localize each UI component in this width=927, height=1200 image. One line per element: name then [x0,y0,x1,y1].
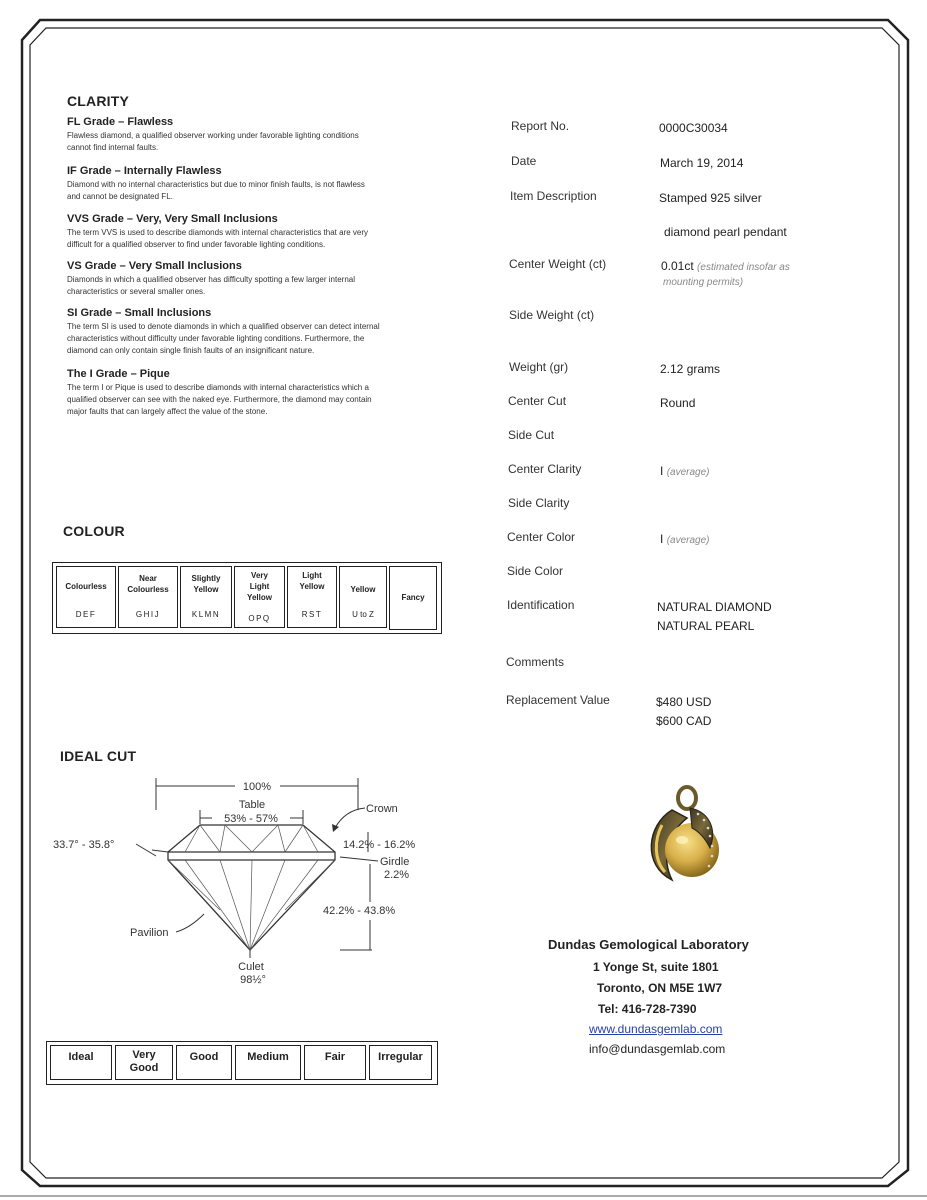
field-label-side-weight: Side Weight (ct) [509,308,595,322]
field-value-identification-1: NATURAL DIAMOND [657,600,772,614]
field-value-report-no: 0000C30034 [659,121,728,135]
cut-grade-label: Ideal [68,1051,94,1063]
clarity-grade-i [67,368,437,418]
clarity-heading: CLARITY [67,93,130,109]
grade-desc-line: characteristics without difficulty under favorable lighting conditions. Furthermore, the [67,334,365,343]
colour-codes: KLMN [191,610,221,619]
cut-cell-ideal [50,1045,112,1080]
colour-name: Light [249,582,270,591]
field-label-report-no: Report No. [511,119,570,133]
colour-name: Very [251,571,268,580]
field-value-center-color [660,532,710,546]
center-color-note: (average) [666,535,710,546]
colour-cell-slightly-yellow [180,566,232,628]
colour-name: Fancy [401,593,425,602]
field-label-replacement-value: Replacement Value [506,693,610,707]
center-weight-value: 0.01ct [661,259,694,273]
colour-name: Yellow [247,593,272,602]
grade-title: FL Grade – Flawless [67,116,174,128]
field-label-side-clarity: Side Clarity [508,496,570,510]
crown-angle-label: 33.7° - 35.8° [53,839,115,851]
field-label-center-color: Center Color [507,530,576,544]
grade-desc-line: Diamonds in which a qualified observer has difficulty spotting a few larger internal [67,275,356,284]
grade-desc-line: cannot find internal faults. [67,143,159,152]
lab-website-link[interactable]: www.dundasgemlab.com [589,1022,723,1036]
grade-desc-line: difficult for a qualified observer to find under favorable lighting conditions. [67,240,326,249]
grade-desc-line: and cannot be designated FL. [67,192,173,201]
field-value-identification-2: NATURAL PEARL [657,619,755,633]
cut-grade-table [46,1041,438,1085]
grade-desc-line: The term I or Pique is used to describe diamonds with internal characteristics which a [67,383,369,392]
lab-phone: Tel: 416-728-7390 [598,1002,697,1016]
colour-codes: RST [301,610,323,619]
field-value-item-description-1: Stamped 925 silver [659,191,762,205]
cut-grade-label: Good [189,1051,219,1063]
clarity-grade-fl [67,116,437,154]
grade-desc-line: diamond can only contain single finish faults of an insignificant nature. [67,346,315,355]
colour-name: Yellow [299,582,325,591]
crown-height-label: 14.2% - 16.2% [343,839,416,851]
grade-title: The I Grade – Pique [67,368,170,380]
grade-title: VS Grade – Very Small Inclusions [67,260,242,272]
colour-scale-table [52,562,442,634]
colour-name: Slightly [191,574,221,583]
field-value-replacement-usd: $480 USD [656,695,712,709]
colour-name: Light [302,571,322,580]
field-label-item-description: Item Description [510,189,597,203]
field-value-center-clarity [660,464,710,478]
lab-email[interactable]: info@dundasgemlab.com [589,1042,726,1056]
field-label-date: Date [511,154,537,168]
center-weight-note: (estimated insofar as [697,262,790,273]
colour-cell-fancy [389,566,437,630]
grade-desc-line: Flawless diamond, a qualified observer working under favorable lighting conditions [67,131,359,140]
ideal-cut-heading: IDEAL CUT [60,748,137,764]
colour-cell-light-yellow [287,566,337,628]
colour-name: Yellow [350,585,376,594]
cut-grade-label: Fair [324,1051,346,1063]
colour-name: Yellow [193,585,219,594]
colour-cell-very-light-yellow [234,566,285,628]
field-label-center-clarity: Center Clarity [508,462,582,476]
lab-address-2: Toronto, ON M5E 1W7 [597,981,723,995]
pavilion-label: Pavilion [130,927,169,939]
culet-value: 98½° [240,974,266,986]
field-value-center-cut: Round [660,396,696,410]
clarity-grade-vs [67,260,437,298]
field-value-weight-gr: 2.12 grams [660,362,721,376]
field-value-date: March 19, 2014 [660,156,744,170]
field-label-weight-gr: Weight (gr) [509,360,569,374]
field-label-center-cut: Center Cut [508,394,567,408]
cut-cell-medium [235,1045,301,1080]
grade-desc-line: Diamond with no internal characteristics but due to minor finish faults, is not flawless [67,180,365,189]
center-weight-note-2: mounting permits) [663,277,744,288]
colour-codes: OPQ [248,614,271,623]
girdle-label: Girdle [380,856,410,868]
pendant-photo [632,780,732,895]
colour-codes: DEF [75,610,97,619]
cut-grade-label: Very [132,1049,156,1061]
grade-desc-line: The term VVS is used to describe diamonds with internal characteristics that are very [67,228,369,237]
field-label-center-weight: Center Weight (ct) [509,257,607,271]
girdle-value: 2.2% [384,869,410,881]
lab-address-1: 1 Yonge St, suite 1801 [593,960,719,974]
colour-cell-colourless [56,566,116,628]
colour-heading: COLOUR [63,523,125,539]
grade-desc-line: qualified observer can see with the naked eye. Furthermore, the diamond may contain [67,395,372,404]
table-label: Table [238,799,266,811]
cut-grade-label: Irregular [378,1051,423,1063]
clarity-grade-if [67,165,437,203]
colour-cell-near-colourless [118,566,178,628]
grade-title: SI Grade – Small Inclusions [67,307,212,319]
cut-grade-label: Good [129,1062,159,1074]
cut-cell-very-good [115,1045,173,1080]
colour-codes: U to Z [352,610,374,619]
culet-label: Culet [238,961,264,973]
clarity-grade-vvs [67,213,437,251]
field-value-center-weight [661,259,790,273]
colour-codes: GHIJ [135,610,161,619]
colour-name: Near [139,574,157,583]
center-color-value: I [660,532,664,546]
clarity-grade-si [67,307,437,357]
width-label: 100% [242,781,272,793]
grade-title: VVS Grade – Very, Very Small Inclusions [67,213,278,225]
colour-cell-yellow [339,566,387,628]
colour-name: Colourless [127,585,169,594]
field-label-comments: Comments [506,655,565,669]
cut-cell-good [176,1045,232,1080]
lab-name: Dundas Gemological Laboratory [548,937,749,952]
field-value-item-description-2: diamond pearl pendant [664,225,787,239]
grade-title: IF Grade – Internally Flawless [67,165,222,177]
grade-desc-line: characteristics or several smaller ones. [67,287,206,296]
table-range: 53% - 57% [224,813,278,825]
cut-cell-fair [304,1045,366,1080]
field-label-side-cut: Side Cut [508,428,555,442]
field-label-side-color: Side Color [507,564,564,578]
cut-cell-irregular [369,1045,432,1080]
field-value-replacement-cad: $600 CAD [656,714,712,728]
colour-name: Colourless [65,582,107,591]
grade-desc-line: major faults that can largely affect the value of the stone. [67,407,268,416]
pavilion-depth-label: 42.2% - 43.8% [323,905,396,917]
cut-grade-label: Medium [247,1051,289,1063]
diamond-diagram [40,770,440,995]
field-label-identification: Identification [507,598,575,612]
grade-desc-line: The term SI is used to denote diamonds in which a qualified observer can detect internal [67,322,380,331]
center-clarity-value: I [660,464,664,478]
crown-label: Crown [366,803,398,815]
center-clarity-note: (average) [666,467,710,478]
